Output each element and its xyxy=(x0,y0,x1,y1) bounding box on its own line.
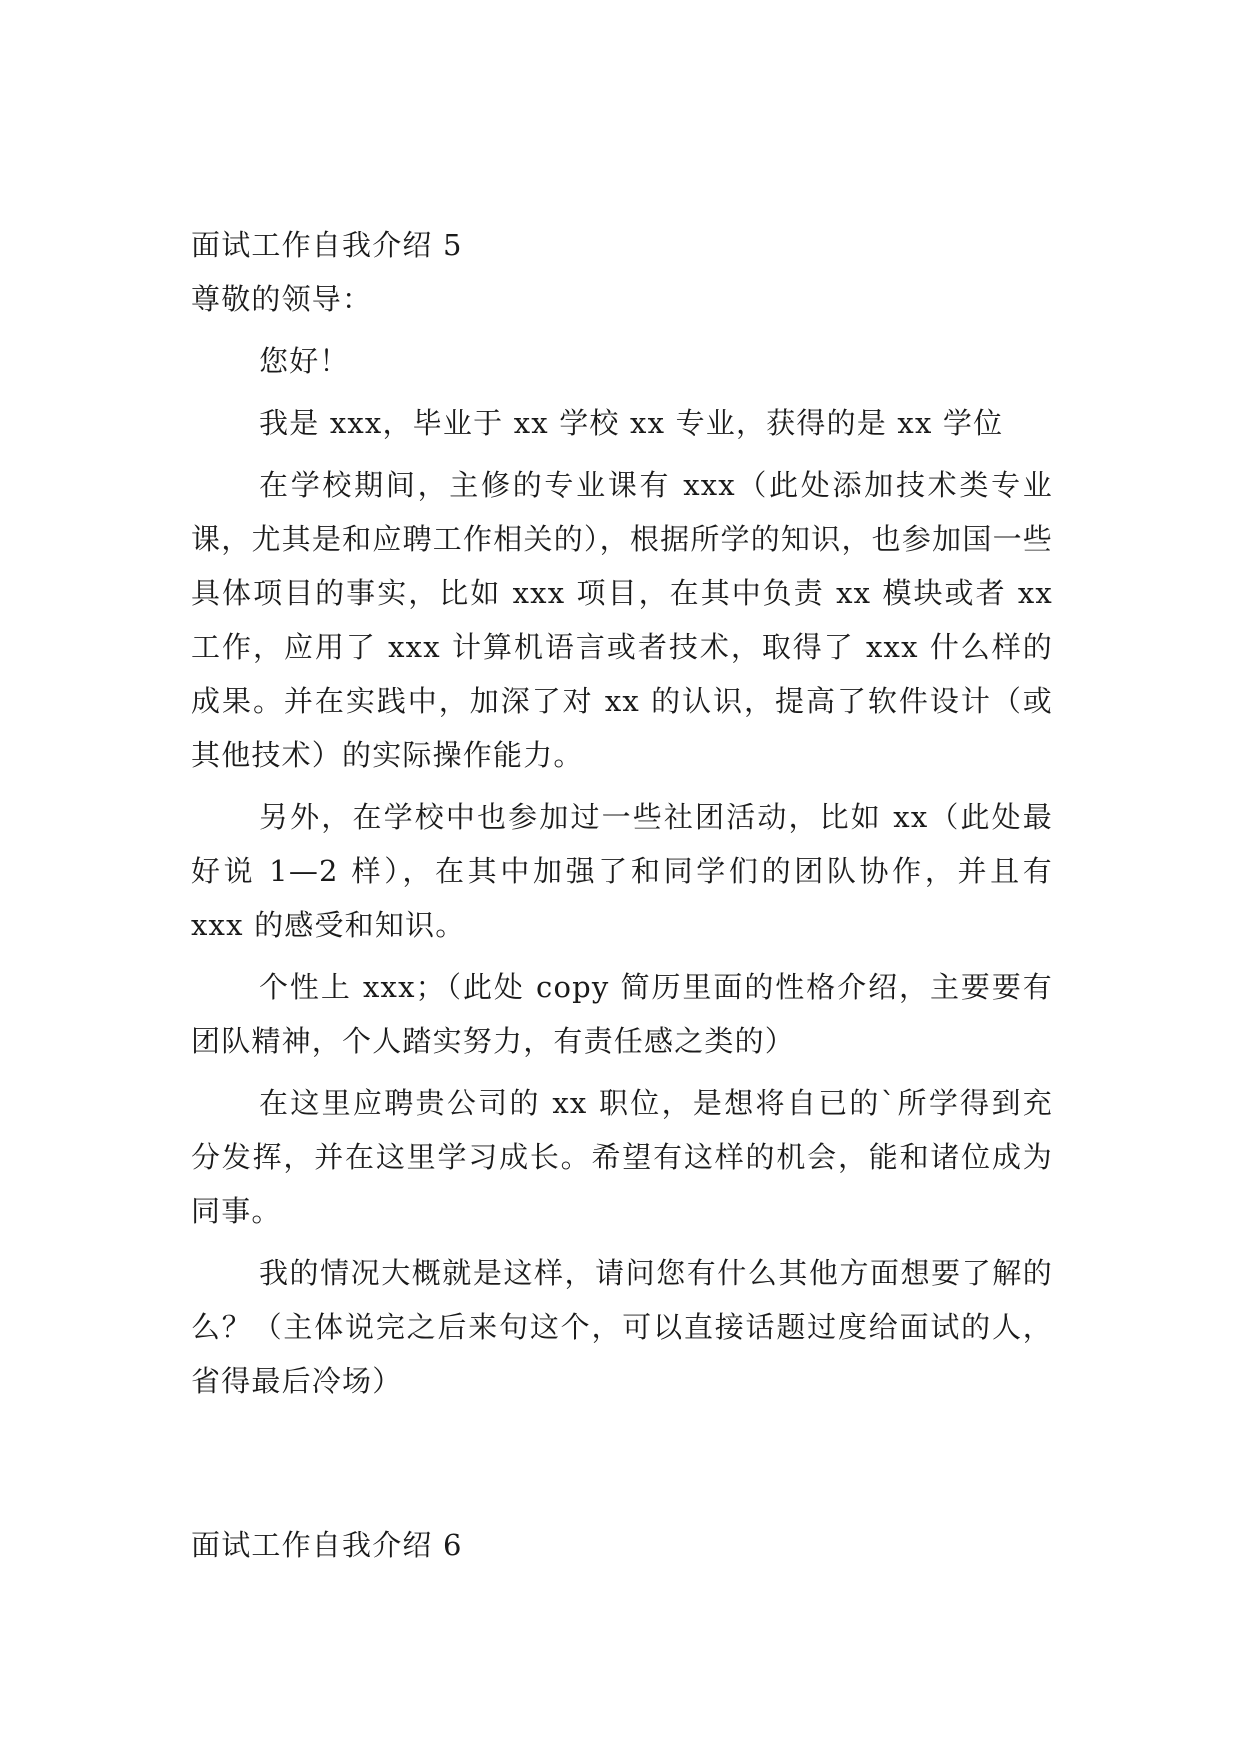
next-section-title: 面试工作自我介绍 6 xyxy=(191,1528,463,1562)
paragraph-education: 我是 xxx，毕业于 xx 学校 xx 专业，获得的是 xx 学位 xyxy=(259,406,1004,440)
paragraph-personality: 个性上 xxx；（此处 copy 简历里面的性格介绍，主要要有团队精神，个人踏实努力，有责任感之类的） xyxy=(191,970,1053,1058)
paragraph-motivation: 在这里应聘贵公司的 xx 职位，是想将自已的`所学得到充分发挥，并在这里学习成长。希望有这样的机会，能和诸位成为同事。 xyxy=(191,1086,1053,1228)
salutation: 尊敬的领导： xyxy=(191,282,373,316)
paragraph-courses-projects: 在学校期间，主修的专业课有 xxx（此处添加技术类专业课，尤其是和应聘工作相关的），根据所学的知识，也参加国一些具体项目的事实，比如 xxx 项目，在其中负责 xx 模块或者 xx 工作，应用了 xxx 计算机语言或者技术，取得了 xxx 什么样的成果。并在实践中，加深了对 xx 的认识，提高了软件设计（或其他技术）的实际操作能力。 xyxy=(191,468,1053,772)
paragraph-greeting: 您好！ xyxy=(259,344,350,378)
section-title: 面试工作自我介绍 5 xyxy=(191,228,463,262)
paragraph-activities: 另外，在学校中也参加过一些社团活动，比如 xx（此处最好说 1—2 样），在其中加强了和同学们的团队协作，并且有 xxx 的感受和知识。 xyxy=(191,800,1053,942)
document-body xyxy=(191,218,1053,1408)
paragraph-closing: 我的情况大概就是这样，请问您有什么其他方面想要了解的么？（主体说完之后来句这个，可以直接话题过度给面试的人，省得最后冷场） xyxy=(191,1256,1053,1398)
